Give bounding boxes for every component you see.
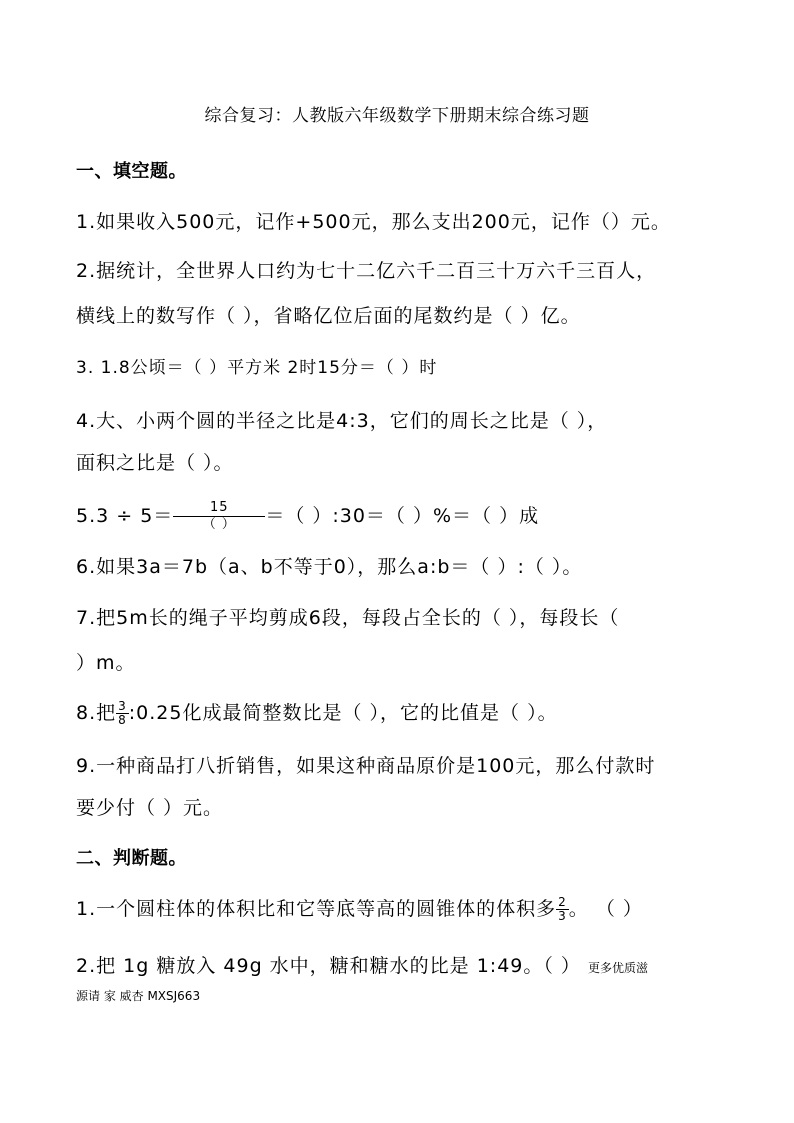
fraction-numerator: 2 [558, 895, 567, 909]
question-2-line-1: 2.据统计，全世界人口约为七十二亿六千二百三十万六千三百人， [76, 260, 657, 282]
judge-question-1-suffix: 。 （ ） [568, 898, 643, 920]
fraction-denominator: 3 [558, 909, 567, 923]
question-8-fraction [116, 700, 129, 727]
question-8-prefix: 8.把 [76, 702, 117, 724]
question-6: 6.如果3a＝7b（a、b不等于0），那么a:b＝（ ）:（ ）。 [76, 556, 583, 578]
judge-question-2-text: 2.把 1g 糖放入 49g 水中，糖和糖水的比是 1:49。（ ） [76, 955, 581, 977]
judge-question-1-prefix: 1.一个圆柱体的体积比和它等底等高的圆锥体的体积多 [76, 898, 557, 920]
question-2-line-2: 横线上的数写作（ ），省略亿位后面的尾数约是（ ）亿。 [76, 305, 581, 327]
question-1: 1.如果收入500元，记作+500元，那么支出200元，记作（）元。 [76, 211, 671, 233]
fraction-numerator: 15 [173, 500, 265, 517]
fraction-numerator: 3 [118, 699, 127, 713]
question-7-line-2: ）m。 [76, 652, 136, 674]
question-4-line-1: 4.大、小两个圆的半径之比是4:3，它们的周长之比是（ ）， [76, 410, 608, 432]
question-3: 3. 1.8公顷＝（ ）平方米 2时15分＝（ ）时 [76, 358, 438, 378]
judge-question-2 [76, 954, 648, 980]
judge-question-1-fraction [556, 896, 569, 923]
question-4-line-2: 面积之比是（ ）。 [76, 452, 234, 474]
question-8-suffix: :0.25化成最简整数比是（ ），它的比值是（ ）。 [128, 702, 558, 724]
section-heading-true-false: 二、判断题。 [76, 848, 187, 869]
footer-note: 源请 家 威杏 MXSJ663 [76, 989, 201, 1003]
question-5-fraction [173, 500, 265, 533]
question-8 [76, 700, 558, 727]
judge-question-1 [76, 896, 643, 923]
judge-question-2-tail: 更多优质滋 [587, 961, 648, 975]
fraction-denominator: 8 [118, 713, 127, 727]
question-9-line-2: 要少付（ ）元。 [76, 797, 224, 819]
question-9-line-1: 9.一种商品打八折销售，如果这种商品原价是100元，那么付款时 [76, 755, 656, 777]
question-5 [76, 500, 539, 533]
question-7-line-1: 7.把5m长的绳子平均剪成6段，每段占全长的（ ），每段长（ [76, 607, 620, 629]
fraction-denominator: （ ） [202, 517, 236, 532]
question-5-prefix: 5.3 ÷ 5＝ [76, 505, 174, 527]
question-5-suffix: ＝（ ）:30＝（ ）%＝（ ）成 [265, 505, 540, 527]
page-title: 综合复习：人教版六年级数学下册期末综合练习题 [204, 106, 590, 126]
section-heading-fill-blank: 一、填空题。 [76, 161, 187, 182]
